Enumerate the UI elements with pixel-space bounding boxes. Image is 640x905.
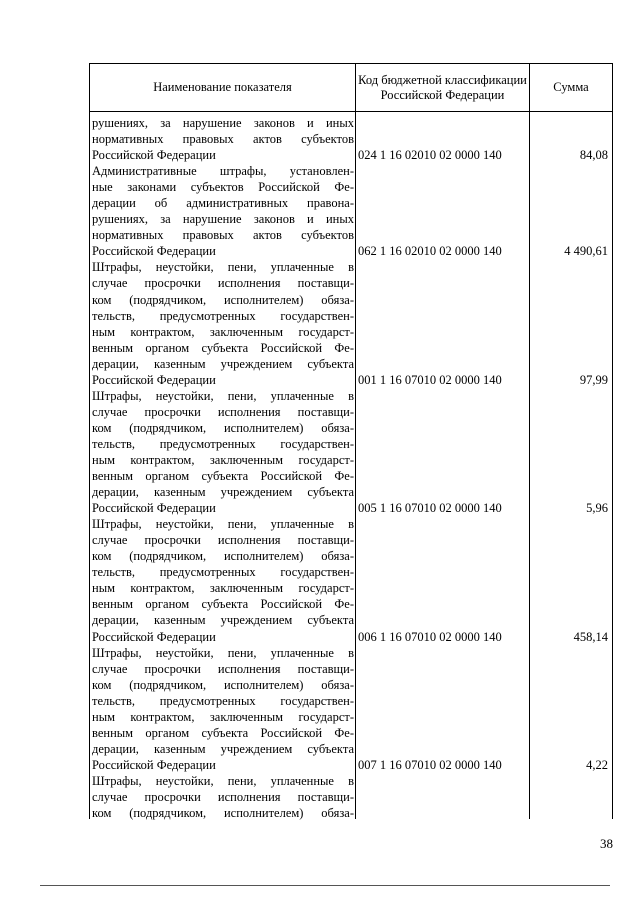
indicator-name-line: Российской Федерации — [92, 629, 216, 644]
indicator-name-line: ком (подрядчиком, исполнителем) обяза- — [92, 677, 354, 692]
indicator-name-line: Штрафы, неустойки, пени, уплаченные в — [92, 260, 354, 275]
indicator-name-line: случае просрочки исполнения поставщи- — [92, 661, 354, 676]
sum-cell: 5,96 — [586, 501, 608, 516]
sum-cell: 84,08 — [579, 148, 608, 163]
indicator-name-line: ком (подрядчиком, исполнителем) обяза- — [92, 420, 354, 435]
indicator-name-cell — [90, 645, 355, 773]
header-sum: Сумма — [553, 80, 589, 94]
table-row — [90, 773, 612, 821]
indicator-name-line: нормативных правовых актов субъектов — [92, 228, 354, 243]
indicator-name-line: дерации об административных правона- — [92, 196, 354, 211]
indicator-name-line: Штрафы, неустойки, пени, уплаченные в — [92, 645, 354, 660]
table-row — [90, 645, 612, 773]
indicator-name-line: ные законами субъектов Российской Фе- — [92, 180, 354, 195]
indicator-name-line: венным органом субъекта Российской Фе- — [92, 725, 354, 740]
page-number: 38 — [600, 836, 613, 851]
indicator-name-line: Штрафы, неустойки, пени, уплаченные в — [92, 517, 354, 532]
indicator-name-line: дерации, казенным учреждением субъекта — [92, 613, 354, 628]
indicator-name-line: случае просрочки исполнения поставщи- — [92, 789, 354, 804]
indicator-name-line: Российской Федерации — [92, 372, 216, 387]
indicator-name-line: дерации, казенным учреждением субъекта — [92, 356, 354, 371]
indicator-name-line: тельств, предусмотренных государствен- — [92, 693, 354, 708]
indicator-name-line: случае просрочки исполнения поставщи- — [92, 404, 354, 419]
indicator-name-line: тельств, предусмотренных государствен- — [92, 308, 354, 323]
table-row — [90, 388, 612, 516]
indicator-name-cell — [90, 259, 355, 387]
header-budget-code: Код бюджетной классификации Российской Федерации — [358, 72, 527, 102]
indicator-name-cell — [90, 388, 355, 516]
indicator-name-line: тельств, предусмотренных государствен- — [92, 436, 354, 451]
indicator-name-line: ным контрактом, заключенным государст- — [92, 452, 354, 467]
indicator-name-line: Российской Федерации — [92, 244, 216, 259]
table-row — [90, 259, 612, 387]
header-divider — [90, 111, 612, 112]
indicator-name-line: Российской Федерации — [92, 148, 216, 163]
indicator-name-line: ком (подрядчиком, исполнителем) обяза- — [92, 292, 354, 307]
budget-code-cell: 001 1 16 07010 02 0000 140 — [358, 372, 502, 387]
budget-code-cell: 006 1 16 07010 02 0000 140 — [358, 629, 502, 644]
indicator-name-line: ком (подрядчиком, исполнителем) обяза- — [92, 549, 354, 564]
budget-table — [89, 63, 613, 819]
sum-cell: 4,22 — [586, 757, 608, 772]
indicator-name-cell — [90, 163, 355, 259]
page-bottom-edge — [40, 885, 610, 886]
indicator-name-line: рушениях, за нарушение законов и иных — [92, 212, 354, 227]
header-indicator-name: Наименование показателя — [153, 80, 292, 94]
table-row — [90, 516, 612, 644]
indicator-name-line: ным контрактом, заключенным государст- — [92, 324, 354, 339]
indicator-name-line: венным органом субъекта Российской Фе- — [92, 469, 354, 484]
indicator-name-line: Административные штрафы, установлен- — [92, 164, 354, 179]
budget-code-cell: 024 1 16 02010 02 0000 140 — [358, 148, 502, 163]
indicator-name-line: случае просрочки исполнения поставщи- — [92, 276, 354, 291]
sum-cell: 97,99 — [579, 372, 608, 387]
budget-code-cell: 007 1 16 07010 02 0000 140 — [358, 757, 502, 772]
indicator-name-line: дерации, казенным учреждением субъекта — [92, 741, 354, 756]
indicator-name-line: Российской Федерации — [92, 757, 216, 772]
budget-code-cell: 062 1 16 02010 02 0000 140 — [358, 244, 502, 259]
indicator-name-line: дерации, казенным учреждением субъекта — [92, 485, 354, 500]
indicator-name-line: Российской Федерации — [92, 501, 216, 516]
indicator-name-line: ным контрактом, заключенным государст- — [92, 581, 354, 596]
indicator-name-line: тельств, предусмотренных государствен- — [92, 565, 354, 580]
indicator-name-cell — [90, 773, 355, 821]
table-row — [90, 163, 612, 259]
sum-cell: 4 490,61 — [564, 244, 608, 259]
indicator-name-cell — [90, 115, 355, 163]
indicator-name-line: венным органом субъекта Российской Фе- — [92, 340, 354, 355]
indicator-name-line: ком (подрядчиком, исполнителем) обяза- — [92, 806, 354, 821]
indicator-name-line: ным контрактом, заключенным государст- — [92, 709, 354, 724]
sum-cell: 458,14 — [573, 629, 608, 644]
indicator-name-line: нормативных правовых актов субъектов — [92, 132, 354, 147]
indicator-name-line: Штрафы, неустойки, пени, уплаченные в — [92, 773, 354, 788]
indicator-name-cell — [90, 516, 355, 644]
table-row — [90, 115, 612, 163]
indicator-name-line: венным органом субъекта Российской Фе- — [92, 597, 354, 612]
indicator-name-line: случае просрочки исполнения поставщи- — [92, 533, 354, 548]
table-body — [90, 115, 612, 821]
budget-code-cell: 005 1 16 07010 02 0000 140 — [358, 501, 502, 516]
indicator-name-line: Штрафы, неустойки, пени, уплаченные в — [92, 388, 354, 403]
indicator-name-line: рушениях, за нарушение законов и иных — [92, 116, 354, 130]
